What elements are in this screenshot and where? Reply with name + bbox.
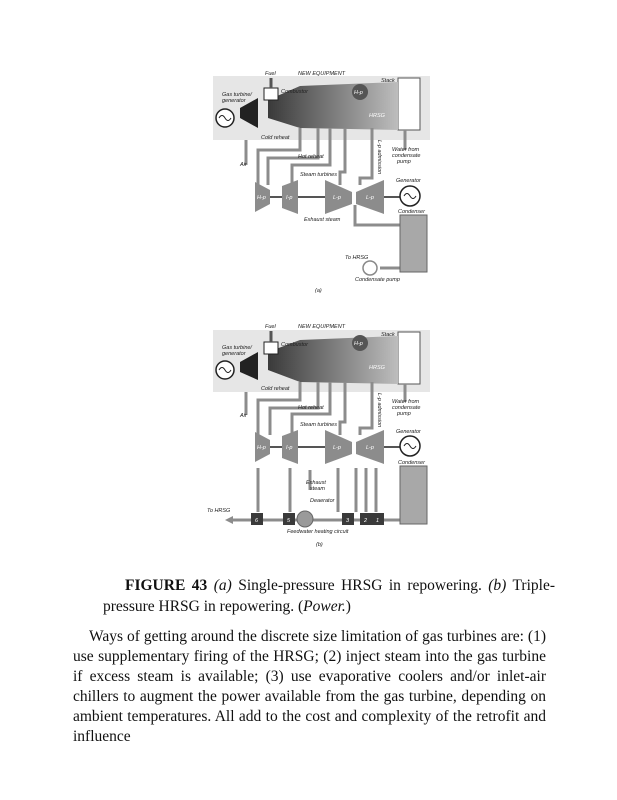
heater-5-label: 5 — [287, 518, 291, 524]
combustor-label: Combustor — [281, 89, 308, 95]
fuel-label: Fuel — [265, 71, 276, 77]
stack-label: Stack — [381, 78, 395, 84]
water-from-label: Water from — [392, 147, 420, 153]
new-equipment-label-b: NEW EQUIPMENT — [298, 324, 346, 330]
condensate-label: condensate — [392, 153, 421, 159]
hot-reheat-label-b: Hot reheat — [298, 405, 324, 411]
deaerator — [297, 511, 313, 527]
to-hrsg-label: To HRSG — [345, 255, 369, 261]
generator-label-b: Generator — [396, 429, 421, 435]
body-paragraph: Ways of getting around the discrete size limitation of gas turbines are: (1) use supplementary firing of the HRSG; (2) inject steam into the gas turbine if excess steam is available; (3) use evaporative coolers and/or inlet-air chillers to augment the power available from the gas turbine, depending on ambient temperatures. All add to the cost and complexity of the retrofit and influence — [73, 628, 546, 745]
stack-label-b: Stack — [381, 332, 395, 338]
figure-label: FIGURE 43 — [125, 577, 208, 594]
hp-turbine-label-b: H-p — [257, 445, 266, 451]
condensate-label-b: condensate — [392, 405, 421, 411]
steam-label-b: steam — [310, 486, 325, 492]
hrsg-hp-label-b: H-p — [354, 341, 363, 347]
caption-a-text: Single-pressure HRSG in repowering. — [231, 577, 489, 594]
fuel-label-b: Fuel — [265, 324, 276, 330]
figure-b-tag: (b) — [316, 542, 323, 548]
exhaust-steam-label: Exhaust steam — [304, 217, 341, 223]
hrsg-label-b: HRSG — [369, 365, 385, 371]
lp-admission-label-b: L-p admission — [376, 393, 382, 428]
new-equipment-label: NEW EQUIPMENT — [298, 71, 346, 77]
figure-caption — [103, 575, 555, 617]
generator-word-label: generator — [222, 98, 246, 104]
gas-turbine-label-b: Gas turbine/ — [222, 345, 252, 351]
combustor-label-b: Combustor — [281, 342, 308, 348]
ip-turbine-label-b: I-p — [286, 445, 293, 451]
lp2-turbine-label: L-p — [366, 195, 374, 201]
condensate-pump-label: Condensate pump — [355, 277, 400, 283]
hrsg-label: HRSG — [369, 113, 385, 119]
hp-turbine-label: H-p — [257, 195, 266, 201]
condenser-b — [400, 466, 427, 524]
condenser-label-b: Condenser — [398, 460, 425, 466]
figure-a-tag: (a) — [315, 288, 322, 294]
deaerator-label: Deaerator — [310, 498, 335, 504]
lp1-turbine-label-b: L-p — [333, 445, 341, 451]
steam-turbines-label-b: Steam turbines — [300, 422, 337, 428]
water-from-label-b: Water from — [392, 399, 420, 405]
heater-3-label: 3 — [346, 518, 350, 524]
lp1-turbine-label: L-p — [333, 195, 341, 201]
hot-reheat-label: Hot reheat — [298, 154, 324, 160]
gas-turbine-label: Gas turbine/ — [222, 92, 252, 98]
steam-turbines-label: Steam turbines — [300, 172, 337, 178]
lp-admission-label: L-p admission — [376, 140, 382, 175]
hrsg-hp-label: H-p — [354, 90, 363, 96]
cold-reheat-label: Cold reheat — [261, 135, 290, 141]
feedwater-label: Feedwater heating circuit — [287, 529, 349, 535]
caption-source: Power. — [303, 598, 346, 615]
ip-turbine-label: I-p — [286, 195, 293, 201]
heater-2-label: 2 — [364, 518, 368, 524]
stack-b — [398, 332, 420, 384]
caption-b-marker: (b) — [488, 577, 507, 594]
cold-reheat-label-b: Cold reheat — [261, 386, 290, 392]
air-label-b: Air — [240, 413, 247, 419]
caption-b-text: Triple-pressure HRSG in repowering. ( — [103, 577, 555, 615]
condenser-label: Condenser — [398, 209, 425, 215]
heater-6-label: 6 — [255, 518, 259, 524]
caption-close: ) — [345, 598, 351, 615]
lp2-turbine-label-b: L-p — [366, 445, 374, 451]
pump-label-b: pump — [397, 411, 411, 417]
caption-a-marker: (a) — [213, 577, 232, 594]
generator-word-label-b: generator — [222, 351, 246, 357]
generator-label: Generator — [396, 178, 421, 184]
heater-1-label: 1 — [376, 518, 380, 524]
pump-label: pump — [397, 159, 411, 165]
to-hrsg-label-b: To HRSG — [207, 508, 231, 514]
air-label: Air — [240, 162, 247, 168]
combustor-b — [264, 342, 278, 354]
exhaust-label-b: Exhaust — [306, 480, 326, 486]
